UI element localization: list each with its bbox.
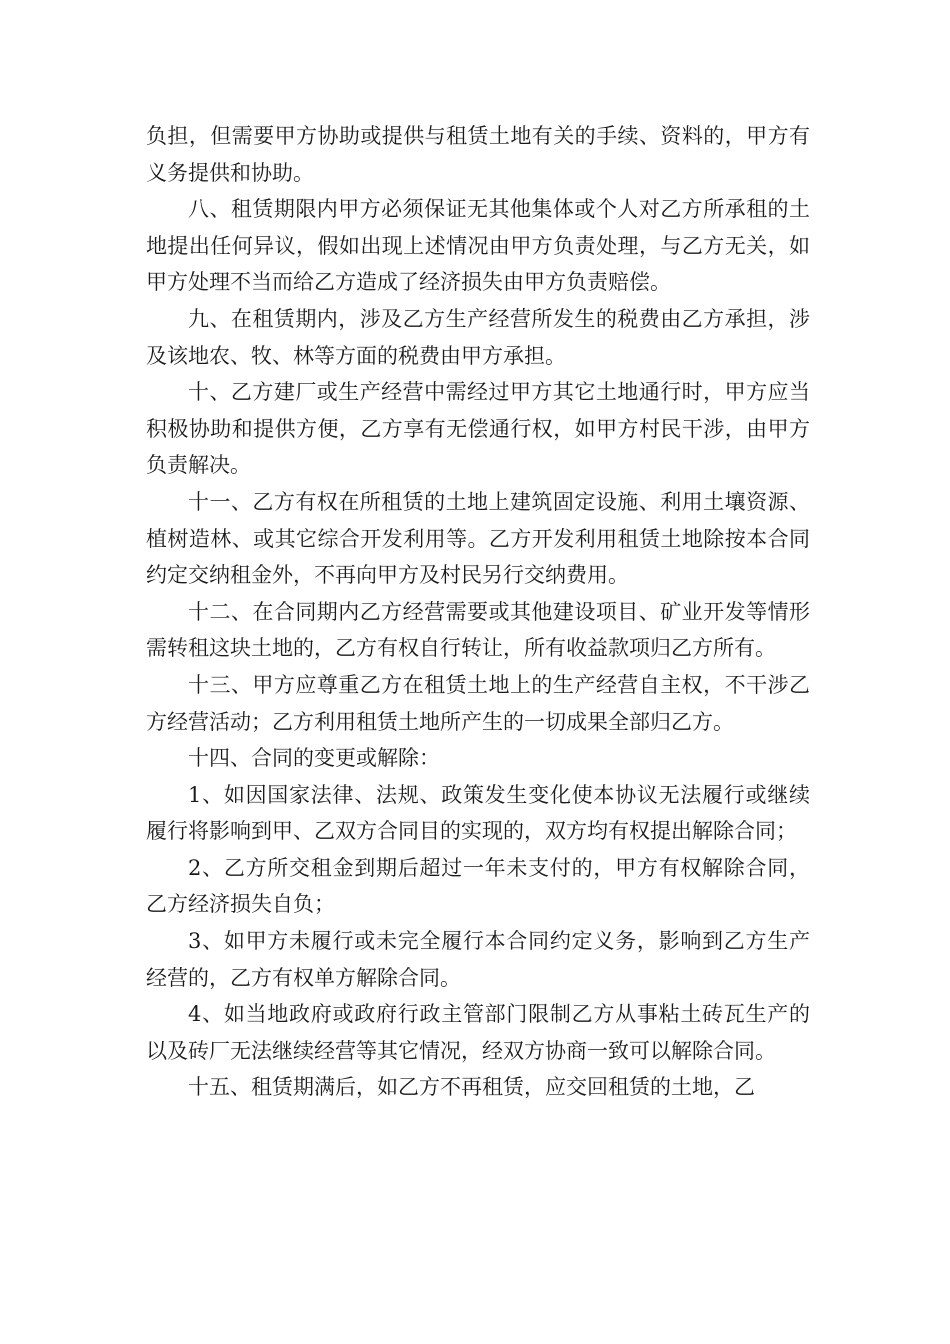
clause-14-item-2: 2、乙方所交租金到期后超过一年未支付的，甲方有权解除合同，乙方经济损失自负； — [146, 855, 810, 917]
clause-12: 十二、在合同期内乙方经营需要或其他建设项目、矿业开发等情形需转租这块土地的，乙方有权自行转让，所有收益款项归乙方所有。 — [146, 599, 810, 661]
clause-14-heading: 十四、合同的变更或解除： — [188, 746, 440, 771]
paragraph-continuation: 负担，但需要甲方协助或提供与租赁土地有关的手续、资料的，甲方有义务提供和协助。 — [146, 124, 810, 185]
clause-8: 八、租赁期限内甲方必须保证无其他集体或个人对乙方所承租的土地提出任何异议，假如出现上述情况由甲方负责处理，与乙方无关，如甲方处理不当而给乙方造成了经济损失由甲方负责赔偿。 — [146, 197, 810, 295]
clause-10: 十、乙方建厂或生产经营中需经过甲方其它土地通行时，甲方应当积极协助和提供方便，乙方享有无偿通行权，如甲方村民干涉，由甲方负责解决。 — [146, 380, 810, 478]
clause-13: 十三、甲方应尊重乙方在租赁土地上的生产经营自主权，不干涉乙方经营活动；乙方利用租赁土地所产生的一切成果全部归乙方。 — [146, 672, 810, 734]
clause-11: 十一、乙方有权在所租赁的土地上建筑固定设施、利用土壤资源、植树造林、或其它综合开发利用等。乙方开发利用租赁土地除按本合同约定交纳租金外，不再向甲方及村民另行交纳费用。 — [146, 489, 810, 588]
clause-14-item-3: 3、如甲方未履行或未完全履行本合同约定义务，影响到乙方生产经营的，乙方有权单方解除合同。 — [146, 929, 810, 990]
document-body — [146, 118, 810, 1106]
clause-9: 九、在租赁期内，涉及乙方生产经营所发生的税费由乙方承担，涉及该地农、牧、林等方面的税费由甲方承担。 — [146, 306, 810, 368]
clause-14-item-1: 1、如因国家法律、法规、政策发生变化使本协议无法履行或继续履行将影响到甲、乙双方合同目的实现的，双方均有权提出解除合同； — [146, 782, 810, 844]
clause-14-item-4: 4、如当地政府或政府行政主管部门限制乙方从事粘土砖瓦生产的以及砖厂无法继续经营等其它情况，经双方协商一致可以解除合同。 — [146, 1002, 810, 1063]
clause-15: 十五、租赁期满后，如乙方不再租赁，应交回租赁的土地，乙 — [188, 1075, 755, 1100]
